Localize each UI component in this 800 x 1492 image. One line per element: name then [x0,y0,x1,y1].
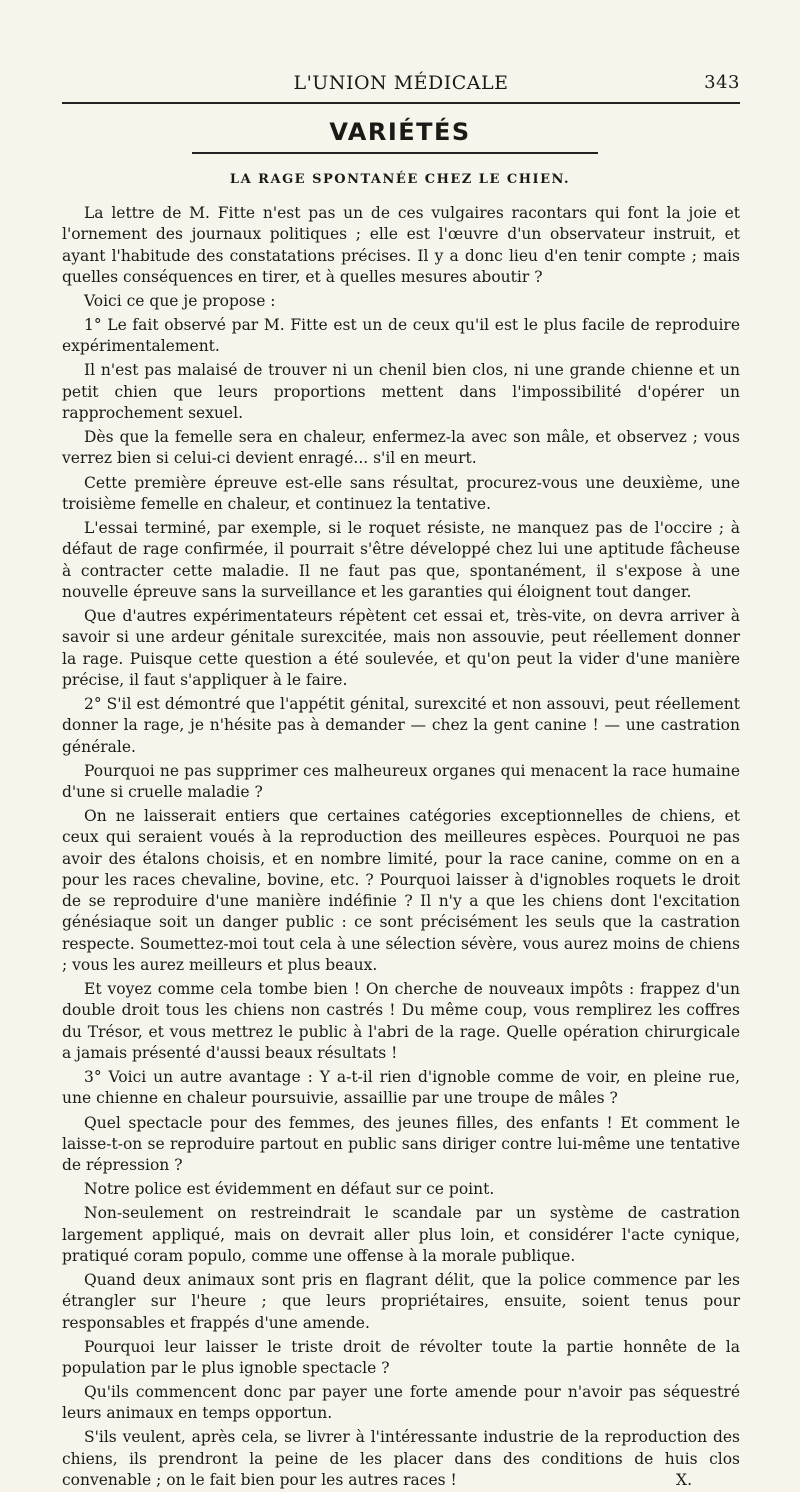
journal-title: L'UNION MÉDICALE [293,72,509,94]
paragraph: Quand deux animaux sont pris en flagrant délit, que la police commence par les étrangler sur l'heure ; que leurs propriétaires, ensuite, soient tenus pour responsables et frappés d'une amende. [62,1271,740,1332]
closing-block [62,1427,740,1491]
paragraph: Non-seulement on restreindrait le scandale par un système de castration largement appliqué, mais on devrait aller plus loin, et considérer l'acte cynique, pratiqué coram populo, comme une offense à la morale publique. [62,1204,740,1265]
paragraph: Il n'est pas malaisé de trouver ni un chenil bien clos, ni une grande chienne et un petit chien que leurs proportions mettent dans l'impossibilité d'opérer un rapprochement sexuel. [62,361,740,423]
paragraph: Cette première épreuve est-elle sans résultat, procurez-vous une deuxième, une troisième femelle en chaleur, et continuez la tentative. [62,473,740,513]
paragraph: Notre police est évidemment en défaut sur ce point. [84,1180,495,1199]
paragraph: Dès que la femelle sera en chaleur, enfermez-la avec son mâle, et observez ; vous verrez bien si celui-ci devient enragé... s'il en meurt. [62,428,740,468]
signature: X. [676,1471,692,1490]
paragraph: S'ils veulent, après cela, se livrer à l'intéressante industrie de la reproduction des chiens, ils prendront la peine de les placer dans des conditions de huis clos convenable ; on le fait bien pour les autres races ! [62,1428,740,1490]
article-body [62,203,740,1492]
paragraph: Voici ce que je propose : [84,291,276,310]
page-number: 343 [704,72,740,93]
article-title: LA RAGE SPONTANÉE CHEZ LE CHIEN. [229,172,571,187]
paragraph: L'essai terminé, par exemple, si le roquet résiste, ne manquez pas de l'occire ; à défaut de rage confirmée, il pourrait s'être développé chez lui une aptitude fâcheuse à contracter cette maladie. Il ne faut pas que, spontanément, il s'expose à une nouvelle épreuve sans la surveillance et les garanties qui éloignent tout danger. [62,518,740,601]
paragraph: La lettre de M. Fitte n'est pas un de ces vulgaires racontars qui font la joie et l'ornement des journaux politiques ; elle est l'œuvre d'un observateur instruit, et ayant l'habitude des constatations précises. Il y a donc lieu d'en tenir compte ; mais quelles conséquences en tirer, et à quelles mesures aboutir ? [62,204,740,286]
paragraph: On ne laisserait entiers que certaines catégories exceptionnelles de chiens, et ceux qui seraient voués à la reproduction des meilleures espèces. Pourquoi ne pas avoir des étalons choisis, et en nombre limité, pour la race canine, comme on en a pour les races chevaline, bovine, etc. ? Pourquoi laisser à d'ignobles roquets le droit de se reproduire d'une manière indéfinie ? Il n'y a que les chiens dont l'excitation génésiaque soit un danger public : ce sont précisément les seuls que la castration respecte. Soumettez-moi tout cela à une sélection sévère, vous aurez moins de chiens ; vous les aurez meilleurs et plus beaux. [62,806,740,975]
paragraph: 2° S'il est démontré que l'appétit génital, surexcité et non assouvi, peut réellement donner la rage, je n'hésite pas à demander — chez la gent canine ! — une castration générale. [62,694,740,756]
paragraph: Pourquoi ne pas supprimer ces malheureux organes qui menacent la race humaine d'une si cruelle maladie ? [62,761,740,801]
paragraph: Et voyez comme cela tombe bien ! On cherche de nouveaux impôts : frappez d'un double droit tous les chiens non castrés ! Du même coup, vous remplirez les coffres du Trésor, et vous mettrez le public à l'abri de la rage. Quelle opération chirurgicale a jamais présenté d'aussi beaux résultats ! [62,980,740,1063]
paragraph: Quel spectacle pour des femmes, des jeunes filles, des enfants ! Et comment le laisse-t-on se reproduire partout en public sans diriger contre lui-même une tentative de répression ? [62,1113,740,1175]
paragraph: Qu'ils commencent donc par payer une forte amende pour n'avoir pas séquestré leurs animaux en temps opportun. [62,1383,740,1423]
section-rule [192,152,598,154]
running-head [62,70,740,98]
paragraph: 1° Le fait observé par M. Fitte est un de ceux qu'il est le plus facile de reproduire expérimentalement. [62,316,740,356]
paragraph: Pourquoi leur laisser le triste droit de révolter toute la partie honnête de la population par le plus ignoble spectacle ? [62,1337,740,1377]
paragraph: Que d'autres expérimentateurs répètent cet essai et, très-vite, on devra arriver à savoir si une ardeur génitale surexcitée, mais non assouvie, peut réellement donner la rage. Puisque cette question a été soulevée, et qu'on peut la vider d'une manière précise, il faut s'appliquer à le faire. [62,606,740,689]
header-rule [62,102,740,104]
paragraph: 3° Voici un autre avantage : Y a-t-il rien d'ignoble comme de voir, en pleine rue, une chienne en chaleur poursuivie, assaillie par une troupe de mâles ? [62,1068,740,1108]
section-title: VARIÉTÉS [329,118,471,146]
